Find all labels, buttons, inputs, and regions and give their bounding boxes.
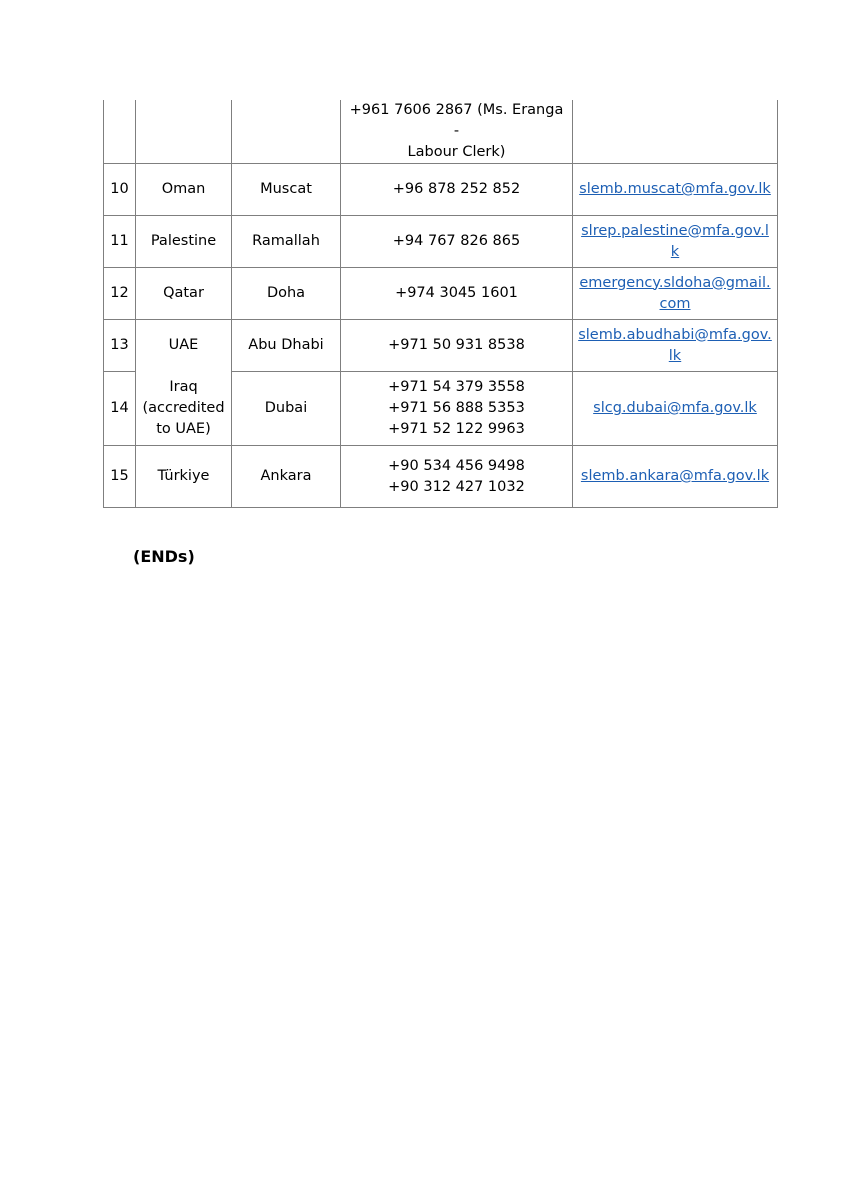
cell-no: 13 <box>104 320 136 372</box>
cell-email <box>573 268 778 320</box>
cell-email <box>573 100 778 164</box>
cell-city: Ramallah <box>232 216 341 268</box>
phone-line: Labour Clerk) <box>407 144 506 160</box>
cell-country: Iraq (accredited to UAE) <box>136 372 232 446</box>
email-link[interactable]: slemb.ankara@mfa.gov.lk <box>580 468 770 484</box>
cell-city: Dubai <box>232 372 341 446</box>
table-row <box>104 216 778 268</box>
table-row <box>104 268 778 320</box>
phone-line: +971 54 379 3558 <box>388 379 525 395</box>
cell-country: UAE <box>136 320 232 372</box>
cell-no: 15 <box>104 446 136 508</box>
cell-country: Türkiye <box>136 446 232 508</box>
cell-city: Doha <box>232 268 341 320</box>
ends-marker: (ENDs) <box>133 547 195 566</box>
cell-phone <box>341 216 573 268</box>
cell-phone <box>341 164 573 216</box>
email-link[interactable]: slemb.abudhabi@mfa.gov.lk <box>578 326 772 364</box>
embassy-contacts-table <box>103 100 778 508</box>
email-link[interactable]: emergency.sldoha@gmail.com <box>579 274 771 312</box>
cell-city: Muscat <box>232 164 341 216</box>
cell-no: 12 <box>104 268 136 320</box>
cell-no: 10 <box>104 164 136 216</box>
phone-line: +96 878 252 852 <box>392 181 521 197</box>
cell-no: 14 <box>104 372 136 446</box>
phone-line: +971 52 122 9963 <box>388 421 525 437</box>
cell-city: Abu Dhabi <box>232 320 341 372</box>
cell-no <box>104 100 136 164</box>
cell-phone <box>341 320 573 372</box>
cell-phone <box>341 100 573 164</box>
cell-phone <box>341 268 573 320</box>
table-row <box>104 446 778 508</box>
table-row <box>104 164 778 216</box>
table-row <box>104 320 778 372</box>
phone-line: +90 534 456 9498 <box>388 457 525 474</box>
cell-email <box>573 446 778 508</box>
cell-country <box>136 100 232 164</box>
email-link[interactable]: slrep.palestine@mfa.gov.lk <box>581 222 769 260</box>
phone-line: +94 767 826 865 <box>392 233 521 249</box>
cell-email <box>573 320 778 372</box>
cell-city: Ankara <box>232 446 341 508</box>
cell-email <box>573 372 778 446</box>
cell-country: Palestine <box>136 216 232 268</box>
email-link[interactable]: slemb.muscat@mfa.gov.lk <box>579 181 771 197</box>
cell-phone <box>341 446 573 508</box>
cell-email <box>573 216 778 268</box>
phone-line: +971 50 931 8538 <box>388 337 525 353</box>
email-link[interactable]: slcg.dubai@mfa.gov.lk <box>593 400 757 416</box>
phone-line: +90 312 427 1032 <box>388 478 525 495</box>
table-row-continued <box>104 100 778 164</box>
cell-email <box>573 164 778 216</box>
cell-country: Oman <box>136 164 232 216</box>
phone-line: +974 3045 1601 <box>395 285 518 301</box>
cell-phone <box>341 372 573 446</box>
cell-country: Qatar <box>136 268 232 320</box>
phone-line: +971 56 888 5353 <box>388 400 525 416</box>
cell-city <box>232 100 341 164</box>
table-row <box>104 372 778 446</box>
cell-no: 11 <box>104 216 136 268</box>
phone-line: +961 7606 2867 (Ms. Eranga - <box>349 102 564 139</box>
